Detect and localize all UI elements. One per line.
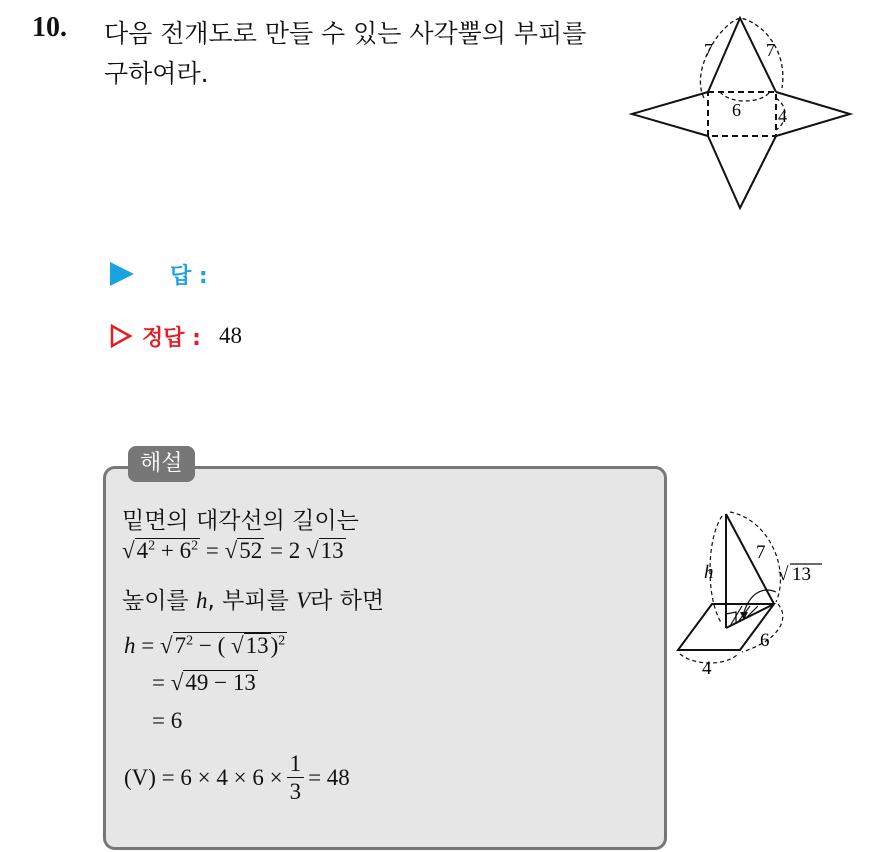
question-text-line1: 다음 전개도로 만들 수 있는 사각뿔의 부피를	[104, 19, 587, 48]
net-label-right-edge: 7	[766, 40, 775, 60]
pyramid-net-figure	[620, 10, 860, 220]
diag-term-1: 4	[136, 538, 149, 563]
solution-line-3: 높이를 h, 부피를 V라 하면	[122, 588, 385, 614]
solution-step-3: = 6	[152, 708, 183, 733]
net-label-left-edge: 7	[704, 40, 713, 60]
answer-label: 답 :	[170, 263, 208, 289]
question-text	[104, 14, 586, 94]
pyramid-label-sqrt-symbol: √	[778, 564, 789, 585]
correct-answer-label: 정답 :	[142, 325, 201, 351]
volume-fraction: $\frac{1}{3}$	[287, 752, 305, 803]
solution-height-line: $h = √7^2$ − ( √13)$^2$	[124, 633, 286, 658]
net-left-triangle	[632, 92, 708, 136]
pyramid-3d-figure	[670, 500, 860, 685]
solution-line-1: 밑면의 대각선의 길이는	[122, 508, 359, 534]
solution-volume-line: (V) = 6 × 4 × 6 × $\frac{1}{3}$ = 48	[124, 751, 350, 804]
net-right-triangle	[776, 92, 850, 136]
solution-diagonal-line: $√4^2 + 6^2 = √52 = 2$ √13	[122, 538, 344, 563]
net-label-base-width: 6	[732, 100, 741, 120]
pyramid-label-7: 7	[756, 542, 766, 563]
net-label-base-height: 4	[778, 106, 787, 126]
question-text-line2: 구하여라.	[104, 59, 209, 88]
correct-answer-row	[110, 320, 242, 352]
correct-triangle-icon	[110, 324, 132, 348]
question-number: 10.	[32, 12, 67, 43]
pyramid-label-sqrt13: 13	[792, 564, 811, 585]
pyramid-label-4: 4	[702, 658, 712, 679]
answer-row	[110, 258, 208, 290]
pointer-arrowhead	[740, 612, 748, 620]
diag-term-2: 6	[179, 538, 192, 563]
pyramid-label-h: h	[704, 562, 714, 583]
net-width-arc	[720, 92, 770, 101]
diag-coef: 2	[288, 538, 301, 563]
solution-tag: 해설	[128, 446, 195, 482]
pyramid-half-diagonal	[726, 604, 774, 628]
solution-step-2: = √49 − 13	[152, 670, 256, 695]
answer-triangle-icon	[110, 262, 134, 286]
correct-answer-value: 48	[218, 323, 242, 348]
net-base-square	[708, 92, 776, 136]
pyramid-label-6: 6	[760, 630, 770, 651]
diag-rad-13: 13	[320, 538, 344, 563]
diag-rad-52: 52	[239, 538, 263, 563]
net-bottom-triangle	[708, 136, 776, 208]
